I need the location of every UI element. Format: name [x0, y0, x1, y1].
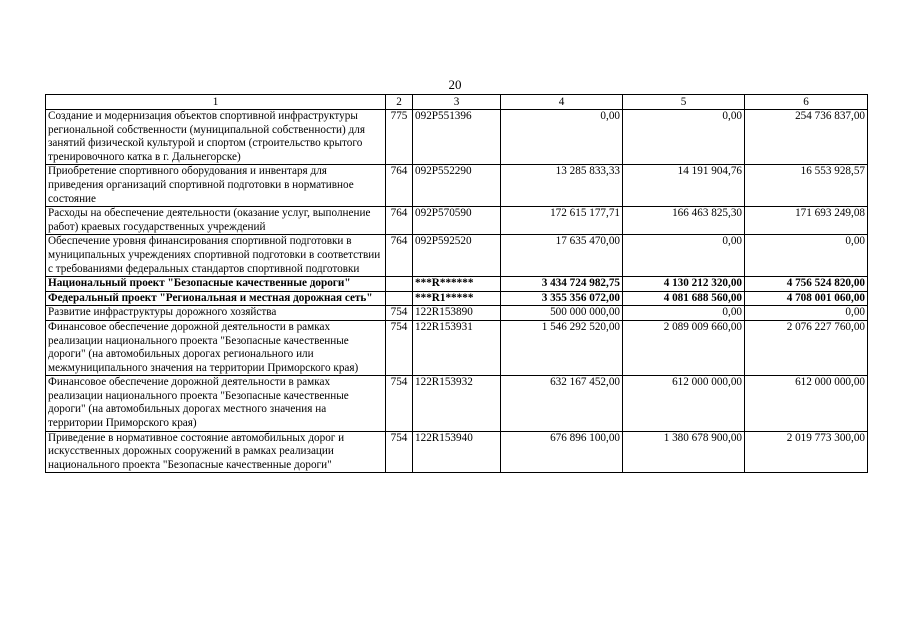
row-amount-col-4: 3 434 724 982,75 [501, 277, 623, 292]
table-row [46, 165, 868, 207]
row-amount-col-6: 171 693 249,08 [745, 207, 868, 235]
row-name: Расходы на обеспечение деятельности (оказание услуг, выполнение работ) краевых государственных учреждений [46, 207, 386, 235]
row-target-code: ***R****** [413, 277, 501, 292]
row-amount-col-4: 172 615 177,71 [501, 207, 623, 235]
row-amount-col-4: 0,00 [501, 110, 623, 165]
row-ved-code: 754 [386, 431, 413, 473]
table-row [46, 376, 868, 431]
row-amount-col-4: 500 000 000,00 [501, 306, 623, 321]
table-header [46, 95, 868, 110]
row-amount-col-4: 3 355 356 072,00 [501, 291, 623, 306]
row-amount-col-5: 14 191 904,76 [623, 165, 745, 207]
row-amount-col-4: 13 285 833,33 [501, 165, 623, 207]
row-amount-col-6: 4 708 001 060,00 [745, 291, 868, 306]
row-amount-col-5: 4 130 212 320,00 [623, 277, 745, 292]
row-name: Федеральный проект "Региональная и местная дорожная сеть" [46, 291, 386, 306]
table-row [46, 306, 868, 321]
table-row [46, 320, 868, 375]
row-amount-col-5: 612 000 000,00 [623, 376, 745, 431]
row-amount-col-6: 0,00 [745, 306, 868, 321]
row-amount-col-5: 0,00 [623, 110, 745, 165]
row-amount-col-6: 2 076 227 760,00 [745, 320, 868, 375]
row-ved-code [386, 291, 413, 306]
row-target-code: 092P552290 [413, 165, 501, 207]
row-target-code: 122R153931 [413, 320, 501, 375]
row-amount-col-4: 632 167 452,00 [501, 376, 623, 431]
header-col-3: 3 [413, 95, 501, 110]
row-amount-col-6: 16 553 928,57 [745, 165, 868, 207]
row-name: Национальный проект "Безопасные качественные дороги" [46, 277, 386, 292]
row-target-code: ***R1***** [413, 291, 501, 306]
table-row [46, 110, 868, 165]
row-ved-code: 754 [386, 320, 413, 375]
row-amount-col-6: 4 756 524 820,00 [745, 277, 868, 292]
row-ved-code: 775 [386, 110, 413, 165]
row-ved-code: 764 [386, 165, 413, 207]
row-target-code: 122R153932 [413, 376, 501, 431]
row-target-code: 122R153890 [413, 306, 501, 321]
row-amount-col-4: 676 896 100,00 [501, 431, 623, 473]
table-row [46, 207, 868, 235]
table-row [46, 235, 868, 277]
header-col-2: 2 [386, 95, 413, 110]
row-amount-col-5: 0,00 [623, 235, 745, 277]
row-amount-col-6: 254 736 837,00 [745, 110, 868, 165]
row-name: Финансовое обеспечение дорожной деятельности в рамках реализации национального проекта "Безопасные качественные дороги" (на автомобильных дорогах регионального или межмуниципального значения на территории Приморского края) [46, 320, 386, 375]
row-amount-col-5: 0,00 [623, 306, 745, 321]
row-amount-col-5: 4 081 688 560,00 [623, 291, 745, 306]
row-amount-col-6: 612 000 000,00 [745, 376, 868, 431]
row-target-code: 092P551396 [413, 110, 501, 165]
table-row [46, 277, 868, 292]
table-row [46, 291, 868, 306]
row-ved-code: 764 [386, 207, 413, 235]
row-name: Финансовое обеспечение дорожной деятельности в рамках реализации национального проекта "Безопасные качественные дороги" (на автомобильных дорогах местного значения на территории Приморского края) [46, 376, 386, 431]
row-target-code: 092P570590 [413, 207, 501, 235]
row-amount-col-5: 166 463 825,30 [623, 207, 745, 235]
row-name: Создание и модернизация объектов спортивной инфраструктуры региональной собственности (муниципальной собственности) для занятий физической культурой и спортом (строительство крытого тренировочного катка в г. Дальнегорске) [46, 110, 386, 165]
row-ved-code: 754 [386, 376, 413, 431]
header-col-1: 1 [46, 95, 386, 110]
row-amount-col-4: 1 546 292 520,00 [501, 320, 623, 375]
row-name: Приведение в нормативное состояние автомобильных дорог и искусственных дорожных сооружений в рамках реализации национального проекта "Безопасные качественные дороги" [46, 431, 386, 473]
budget-table [45, 94, 868, 473]
row-amount-col-6: 0,00 [745, 235, 868, 277]
row-name: Развитие инфраструктуры дорожного хозяйства [46, 306, 386, 321]
table-body [46, 110, 868, 473]
header-row [46, 95, 868, 110]
row-target-code: 092P592520 [413, 235, 501, 277]
row-amount-col-5: 2 089 009 660,00 [623, 320, 745, 375]
row-amount-col-4: 17 635 470,00 [501, 235, 623, 277]
row-name: Обеспечение уровня финансирования спортивной подготовки в муниципальных учреждениях спортивной подготовки в соответствии с требованиями федеральных стандартов спортивной подготовки [46, 235, 386, 277]
table-row [46, 431, 868, 473]
page-number: 20 [448, 77, 462, 92]
row-amount-col-6: 2 019 773 300,00 [745, 431, 868, 473]
header-col-5: 5 [623, 95, 745, 110]
header-col-6: 6 [745, 95, 868, 110]
row-ved-code: 754 [386, 306, 413, 321]
header-col-4: 4 [501, 95, 623, 110]
row-amount-col-5: 1 380 678 900,00 [623, 431, 745, 473]
row-target-code: 122R153940 [413, 431, 501, 473]
row-name: Приобретение спортивного оборудования и инвентаря для приведения организаций спортивной подготовки в нормативное состояние [46, 165, 386, 207]
row-ved-code: 764 [386, 235, 413, 277]
row-ved-code [386, 277, 413, 292]
